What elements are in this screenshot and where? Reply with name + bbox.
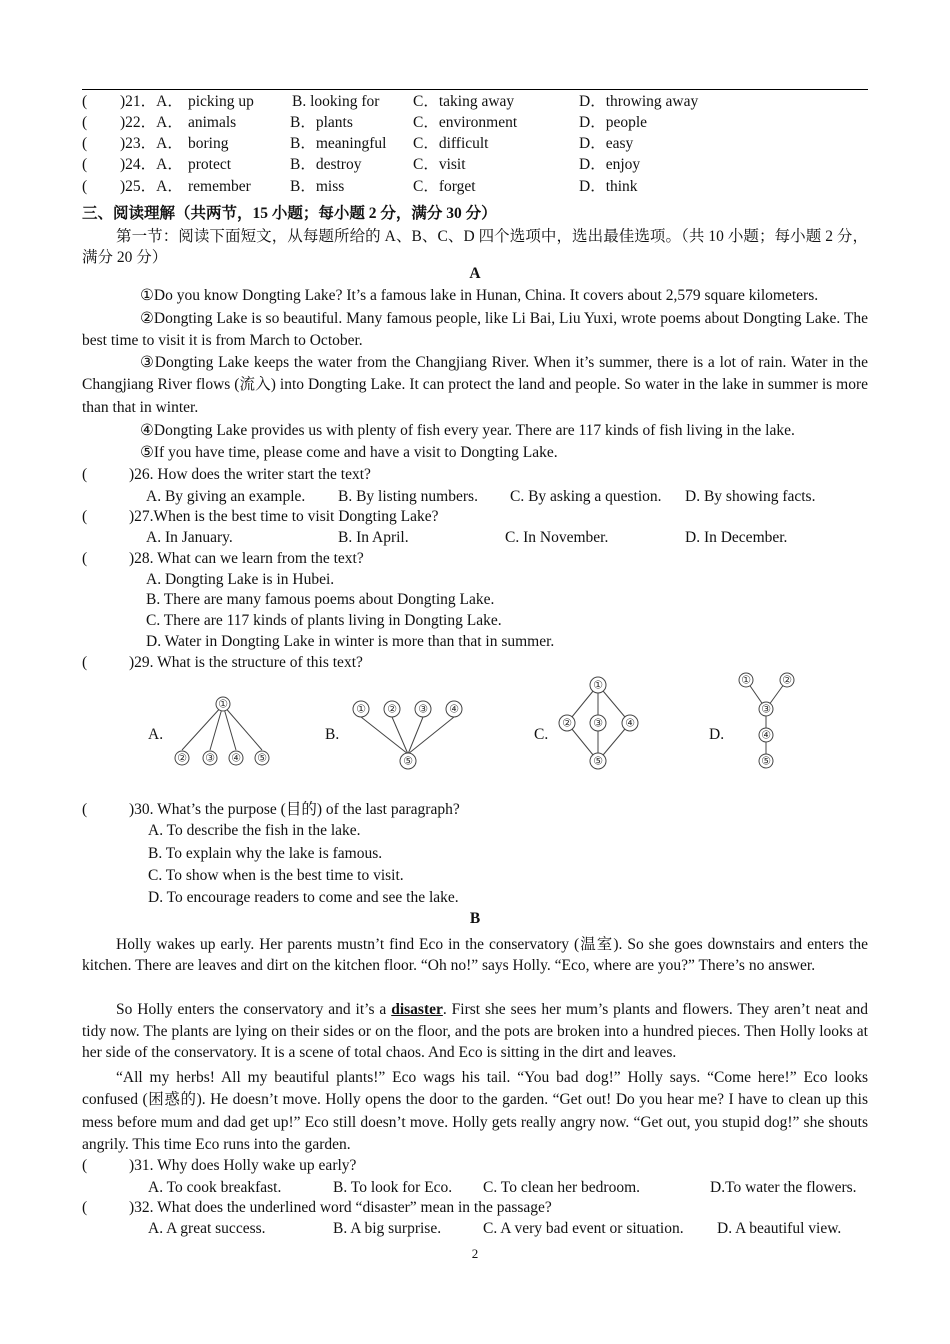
passage-b-paragraph-1: Holly wakes up early. Her parents mustn’t find Eco in the conservatory (温室). So she goes downstairs and enters the kitchen. There are leaves and dirt on the kitchen floor. “Oh no!” says Holly. “Eco, where are you?” There’s no answer. <box>82 936 868 974</box>
q31-option-c: C. To clean her bedroom. <box>483 1179 641 1196</box>
q30-option-a: A. To describe the fish in the lake. <box>148 822 361 839</box>
option-d: D．people <box>579 114 648 131</box>
answer-paren[interactable]: ( <box>82 801 88 818</box>
option-b: B. looking for <box>292 93 380 110</box>
structure-diagram-d <box>732 672 802 772</box>
option-b: B．meaningful <box>290 135 387 152</box>
option-a: protect <box>188 156 232 173</box>
passage-b-paragraph-3: “All my herbs! All my beautiful plants!” Eco wags his tail. “You bad dog!” Holly says. “Come here!” Eco looks confused (困惑的). He doesn’t move. Holly opens the door to the garden. “Get out! Do you hear me? I have to clean up this mess before mum and dad get up!” Eco still doesn’t move. Holly gets really angry now. “Get out, you stupid dog!” she shouts angrily. This time Eco runs into the garden. <box>82 1069 868 1153</box>
node-4: ④ <box>231 751 241 765</box>
diagram-label-c: C. <box>534 726 549 743</box>
q30-option-c: C. To show when is the best time to visit. <box>148 867 404 884</box>
option-d: D．throwing away <box>579 93 699 110</box>
paren: ( <box>82 135 88 152</box>
option-b: B．plants <box>290 114 353 131</box>
passage-b-paragraph-2 <box>82 999 868 1064</box>
answer-paren[interactable]: ( <box>82 508 88 525</box>
paren: ( <box>82 156 88 173</box>
option-d: D．enjoy <box>579 156 641 173</box>
q31-option-d: D.To water the flowers. <box>710 1179 857 1196</box>
section-instructions: 第一节：阅读下面短文，从每题所给的 A、B、C、D 四个选项中，选出最佳选项。（共 10 小题；每小题 2 分，满分 20 分） <box>82 228 868 266</box>
passage-a-paragraph-2: ②Dongting Lake is so beautiful. Many famous people, like Li Bai, Liu Yuxi, wrote poems about Dongting Lake. The best time to visit it is from March to October. <box>82 310 868 350</box>
q26-option-c: C. By asking a question. <box>510 488 662 505</box>
q27-option-d: D. In December. <box>685 529 788 546</box>
option-a: animals <box>188 114 237 131</box>
passage-a-paragraph-4: ④Dongting Lake provides us with plenty of fish every year. There are 117 kinds of fish living in the lake. <box>140 422 795 439</box>
paren: ( <box>82 93 88 110</box>
option-d: D．think <box>579 178 638 195</box>
question-26: )26. How does the writer start the text? <box>129 466 371 483</box>
q27-option-c: C. In November. <box>505 529 609 546</box>
q28-option-c: C. There are 117 kinds of plants living in Dongting Lake. <box>146 612 502 629</box>
passage-b-label: B <box>469 910 481 927</box>
node-4: ④ <box>625 716 635 730</box>
node-1: ① <box>593 678 603 692</box>
diagram-label-b: B. <box>325 726 340 743</box>
structure-diagram-b <box>345 698 470 773</box>
q32-option-b: B. A big surprise. <box>333 1220 442 1237</box>
underlined-word: disaster <box>391 1001 443 1018</box>
question-29: )29. What is the structure of this text? <box>129 654 363 671</box>
paren: ( <box>82 178 88 195</box>
answer-paren[interactable]: ( <box>82 550 88 567</box>
node-1: ① <box>741 673 751 687</box>
structure-diagram-c <box>552 675 647 775</box>
q31-option-a: A. To cook breakfast. <box>148 1179 282 1196</box>
question-28: )28. What can we learn from the text? <box>129 550 364 567</box>
question-27: )27.When is the best time to visit Dongting Lake? <box>129 508 439 525</box>
node-3: ③ <box>418 702 428 716</box>
option-a: boring <box>188 135 229 152</box>
page-number: 2 <box>471 1246 479 1261</box>
answer-paren[interactable]: ( <box>82 654 88 671</box>
q27-option-a: A. In January. <box>146 529 233 546</box>
question-32: )32. What does the underlined word “disaster” mean in the passage? <box>129 1199 552 1216</box>
q26-option-a: A. By giving an example. <box>146 488 306 505</box>
node-3: ③ <box>761 702 771 716</box>
node-3: ③ <box>593 716 603 730</box>
node-2: ② <box>562 716 572 730</box>
passage-a-paragraph-5: ⑤If you have time, please come and have a visit to Dongting Lake. <box>140 444 558 461</box>
option-c: C．environment <box>413 114 518 131</box>
q30-option-d: D. To encourage readers to come and see the lake. <box>148 889 459 906</box>
diagram-label-d: D. <box>709 726 725 743</box>
node-5: ⑤ <box>257 751 267 765</box>
node-1: ① <box>218 697 228 711</box>
structure-diagram-a <box>170 690 280 770</box>
option-a: picking up <box>188 93 254 110</box>
node-1: ① <box>356 702 366 716</box>
q32-option-a: A. A great success. <box>148 1220 266 1237</box>
node-5: ⑤ <box>761 754 771 768</box>
q28-option-d: D. Water in Dongting Lake in winter is more than that in summer. <box>146 633 555 650</box>
option-c: C．difficult <box>413 135 489 152</box>
q32-option-c: C. A very bad event or situation. <box>483 1220 684 1237</box>
option-c: C．taking away <box>413 93 515 110</box>
passage-a-paragraph-1: ①Do you know Dongting Lake? It’s a famous lake in Hunan, China. It covers about 2,579 square kilometers. <box>140 287 819 304</box>
q31-option-b: B. To look for Eco. <box>333 1179 453 1196</box>
question-number: )23．A． <box>120 135 183 152</box>
top-rule <box>82 89 868 90</box>
option-b: B．destroy <box>290 156 362 173</box>
q28-option-b: B. There are many famous poems about Dongting Lake. <box>146 591 495 608</box>
q26-option-d: D. By showing facts. <box>685 488 816 505</box>
node-4: ④ <box>449 702 459 716</box>
node-5: ⑤ <box>403 754 413 768</box>
question-number: )21．A． <box>120 93 183 110</box>
passage-a-paragraph-3: ③Dongting Lake keeps the water from the Changjiang River. When it’s summer, there is a lot of rain. Water in the Changjiang River flows (流入) into Dongting Lake. It can protect the land and people. So water in the lake in summer is more than that in winter. <box>82 354 868 416</box>
q26-option-b: B. By listing numbers. <box>338 488 478 505</box>
answer-paren[interactable]: ( <box>82 1157 88 1174</box>
option-c: C．visit <box>413 156 466 173</box>
p2-after: . First she sees her mum’s plants and flowers. They aren’t neat and tidy now. The plants are lying on their sides or on the floor, and the pots are broken into a hundred pieces. Then Holly looks at her side of the conservatory. It is a scene of total chaos. And Eco is sitting in the dirt and leaves. <box>82 1001 868 1062</box>
node-2: ② <box>177 751 187 765</box>
paren: ( <box>82 114 88 131</box>
q28-option-a: A. Dongting Lake is in Hubei. <box>146 571 335 588</box>
option-b: B．miss <box>290 178 345 195</box>
question-number: )25．A． <box>120 178 183 195</box>
node-4: ④ <box>761 728 771 742</box>
node-2: ② <box>387 702 397 716</box>
diagram-label-a: A. <box>148 726 164 743</box>
option-c: C．forget <box>413 178 476 195</box>
q32-option-d: D. A beautiful view. <box>717 1220 842 1237</box>
passage-a-label: A <box>469 265 481 282</box>
option-a: remember <box>188 178 251 195</box>
q30-option-b: B. To explain why the lake is famous. <box>148 845 383 862</box>
answer-paren[interactable]: ( <box>82 1199 88 1216</box>
p2-before: So Holly enters the conservatory and it’s a <box>116 1001 392 1018</box>
node-2: ② <box>782 673 792 687</box>
question-number: )24．A． <box>120 156 183 173</box>
option-d: D．easy <box>579 135 634 152</box>
question-number: )22．A． <box>120 114 183 131</box>
node-5: ⑤ <box>593 754 603 768</box>
question-31: )31. Why does Holly wake up early? <box>129 1157 357 1174</box>
section-title: 三、阅读理解（共两节，15 小题；每小题 2 分，满分 30 分） <box>82 205 497 222</box>
node-3: ③ <box>205 751 215 765</box>
answer-paren[interactable]: ( <box>82 466 88 483</box>
question-30: )30. What’s the purpose (目的) of the last paragraph? <box>129 801 460 818</box>
q27-option-b: B. In April. <box>338 529 409 546</box>
